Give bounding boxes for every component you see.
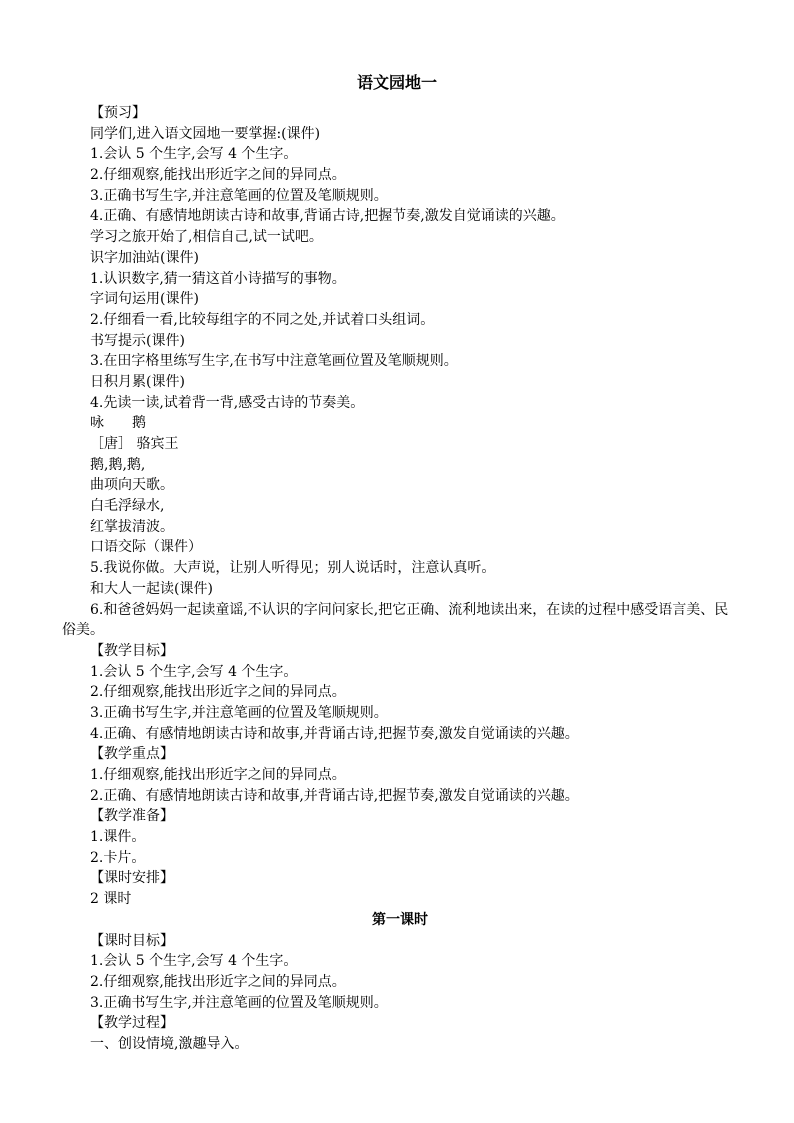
text-line: 3.正确书写生字,并注意笔画的位置及笔顺规则。: [90, 704, 388, 721]
text-line: 4.正确、有感情地朗读古诗和故事,背诵古诗,把握节奏,激发自觉诵读的兴趣。: [90, 208, 565, 225]
text-line: 1.认识数字,猜一猜这首小诗描写的事物。: [90, 270, 346, 287]
heading-lesson-goals: 【课时目标】: [90, 932, 174, 949]
poem-line: 曲项向天歌。: [90, 477, 174, 494]
text-line: 日积月累(课件): [90, 373, 185, 390]
text-line: 口语交际（课件）: [90, 539, 202, 556]
text-line: 1.仔细观察,能找出形近字之间的异同点。: [90, 767, 346, 784]
text-line: 3.正确书写生字,并注意笔画的位置及笔顺规则。: [90, 187, 388, 204]
text-line: 4.先读一读,试着背一背,感受古诗的节奏美。: [90, 394, 365, 411]
text-line: 一、创设情境,激趣导入。: [90, 1035, 249, 1052]
text-line: 2.卡片。: [90, 849, 146, 866]
heading-teaching-focus: 【教学重点】: [90, 746, 174, 763]
text-line: 5.我说你做。大声说，让别人听得见；别人说话时，注意认真听。: [90, 560, 496, 577]
text-line: 3.在田字格里练写生字,在书写中注意笔画位置及笔顺规则。: [90, 353, 458, 370]
text-line: 2 课时: [90, 891, 132, 908]
text-line: 2.仔细观察,能找出形近字之间的异同点。: [90, 167, 346, 184]
poem-author: ［唐］ 骆宾王: [90, 436, 179, 452]
document-title: 语文园地一: [356, 73, 437, 92]
text-line: 识字加油站(课件): [90, 249, 199, 266]
text-line: 2.仔细观察,能找出形近字之间的异同点。: [90, 973, 346, 990]
text-line: 和大人一起读(课件): [90, 580, 213, 597]
poem-line: 鹅,鹅,鹅,: [90, 456, 146, 473]
text-line: 书写提示(课件): [90, 332, 185, 349]
heading-teaching-process: 【教学过程】: [90, 1015, 174, 1032]
text-line: 同学们,进入语文园地一要掌握:(课件): [90, 125, 321, 142]
text-line: 2.仔细观察,能找出形近字之间的异同点。: [90, 684, 346, 701]
text-line: 2.正确、有感情地朗读古诗和故事,并背诵古诗,把握节奏,激发自觉诵读的兴趣。: [90, 787, 579, 804]
heading-teaching-goals: 【教学目标】: [90, 642, 174, 659]
text-line: 字词句运用(课件): [90, 291, 199, 308]
text-line: 1.会认 5 个生字,会写 4 个生字。: [90, 953, 298, 970]
text-line: 4.正确、有感情地朗读古诗和故事,并背诵古诗,把握节奏,激发自觉诵读的兴趣。: [90, 725, 579, 742]
section-title: 第一课时: [372, 911, 428, 928]
poem-title: 咏 鹅: [90, 415, 146, 432]
heading-schedule: 【课时安排】: [90, 870, 174, 887]
heading-teaching-prep: 【教学准备】: [90, 808, 174, 825]
text-line: 2.仔细看一看,比较每组字的不同之处,并试着口头组词。: [90, 311, 435, 328]
poem-line: 白毛浮绿水,: [90, 498, 165, 515]
paragraph-6: 6.和爸爸妈妈一起读童谣,不认识的字问问家长,把它正确、流利地读出来，在读的过程中感受语言美、民俗美。: [62, 601, 729, 639]
text-line: 1.课件。: [90, 829, 146, 846]
text-line: 1.会认 5 个生字,会写 4 个生字。: [90, 663, 298, 680]
text-line: 1.会认 5 个生字,会写 4 个生字。: [90, 146, 298, 163]
text-line: 3.正确书写生字,并注意笔画的位置及笔顺规则。: [90, 994, 388, 1011]
text-line: 学习之旅开始了,相信自己,试一试吧。: [90, 229, 323, 246]
poem-line: 红掌拔清波。: [90, 518, 174, 535]
heading-preview: 【预习】: [90, 105, 146, 121]
document-body: [62, 103, 738, 1055]
